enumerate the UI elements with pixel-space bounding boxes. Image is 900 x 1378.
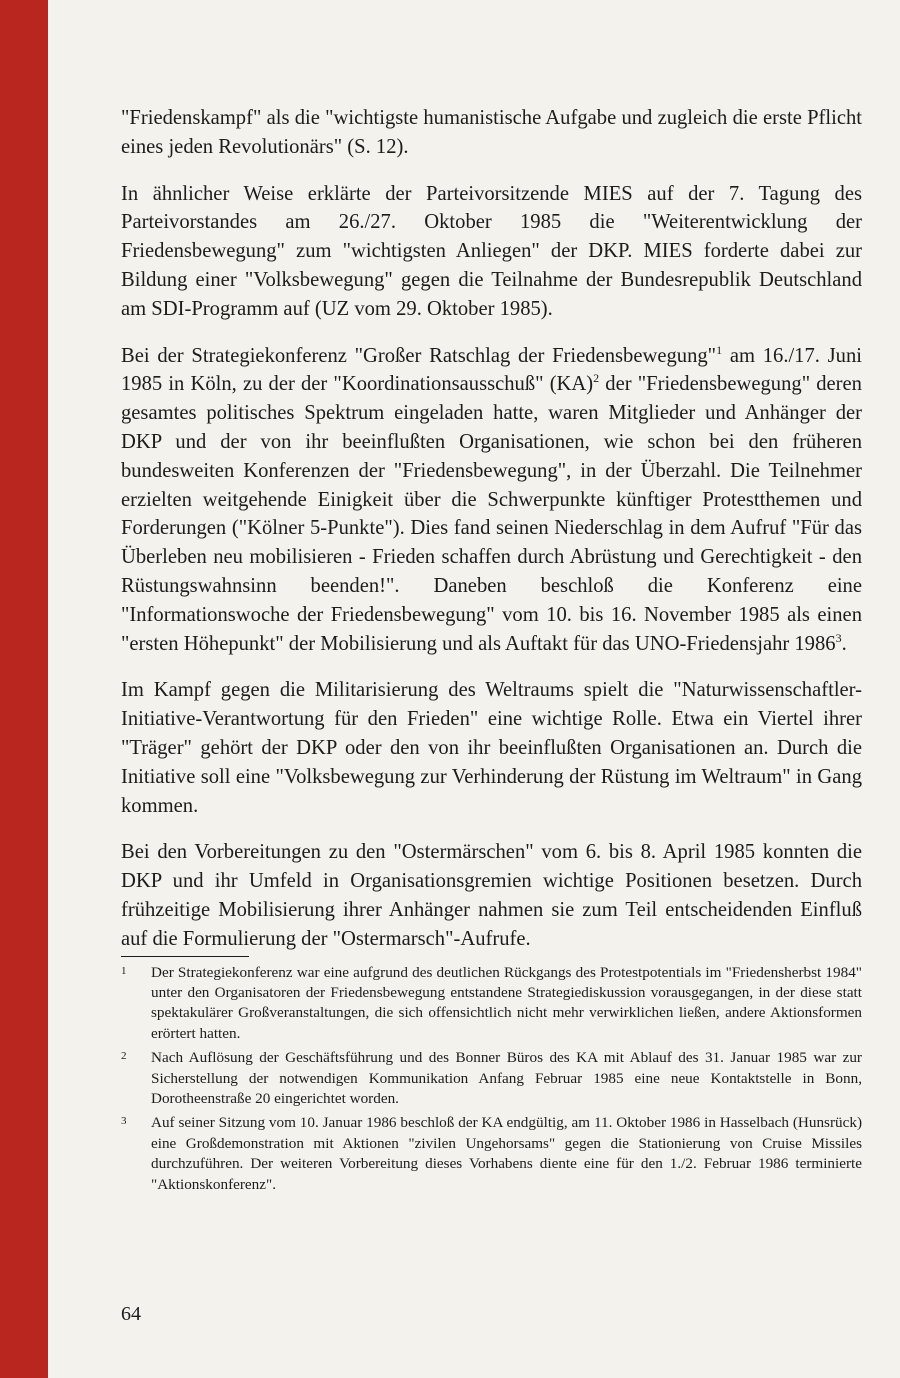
footnote-ref-2: 2 bbox=[593, 371, 600, 386]
paragraph-friedenskampf: "Friedenskampf" als die "wichtigste humanistische Aufgabe und zugleich die erste Pflicht eines jeden Revolutionärs" (S. 12). bbox=[121, 107, 862, 158]
footnote-divider bbox=[121, 956, 249, 957]
document-page bbox=[121, 104, 862, 1199]
footnote-marker: 1 bbox=[121, 964, 127, 977]
paragraph-strategiekonferenz-part-c: der "Friedensbewegung" deren gesamtes politisches Spektrum eingeladen hatte, waren Mitglieder und Anhänger der DKP und der von ihr beeinflußten Organisationen, wie schon bei den früheren bundesweiten Konferenzen der "Friedensbewegung", in der Überzahl. Die Teilnehmer erzielten weitgehende Einigkeit über die Schwerpunkte künftiger Protestthemen und Forderungen ("Kölner 5-Punkte"). Dies fand seinen Niederschlag in dem Aufruf "Für das Überleben neu mobilisieren - Frieden schaffen durch Abrüstung und Gerechtigkeit - den Rüstungswahnsinn beenden!". Daneben beschloß die Konferenz eine "Informationswoche der Friedensbewegung" vom 10. bis 16. November 1985 als einen "ersten Höhepunkt" der Mobilisierung und als Auftakt für das UNO-Friedensjahr 1986 bbox=[121, 373, 862, 655]
footnote-marker: 2 bbox=[121, 1050, 127, 1063]
red-page-edge bbox=[0, 0, 48, 1378]
paragraph-mies: In ähnlicher Weise erklärte der Parteivorsitzende MIES auf der 7. Tagung des Parteivorstandes am 26./27. Oktober 1985 die "Weiterentwicklung der Friedensbewegung" zum "wichtigsten Anliegen" der DKP. MIES forderte dabei zur Bildung einer "Volksbewegung" gegen die Teilnahme der Bundesrepublik Deutschland am SDI-Programm auf (UZ vom 29. Oktober 1985). bbox=[121, 182, 862, 320]
footnote-2 bbox=[121, 1048, 862, 1109]
paragraph-ostermaersche: Bei den Vorbereitungen zu den "Ostermärschen" vom 6. bis 8. April 1985 konnten die DKP und ihr Umfeld in Organisationsgremien wichtige Positionen besetzen. Durch frühzeitige Mobilisierung ihrer Anhänger nahmen sie zum Teil entscheidenden Einfluß auf die Formulierung der "Ostermarsch"-Aufrufe. bbox=[121, 841, 862, 950]
footnote-text: Der Strategiekonferenz war eine aufgrund des deutlichen Rückgangs des Protestpotentials im "Friedensherbst 1984" unter den Organisatoren der Friedensbewegung entstandene Strategiediskussion vorausgegangen, in der diese statt spektakulärer Großveranstaltungen, die sich offensichtlich nicht mehr verwirklichen ließen, andere Aktionsformen erörtert hatten. bbox=[151, 963, 862, 1042]
footnote-ref-1: 1 bbox=[716, 342, 723, 357]
footnote-ref-3: 3 bbox=[835, 630, 842, 645]
paragraph-weltraum: Im Kampf gegen die Militarisierung des Weltraums spielt die "Naturwissenschaftler-Initiative-Verantwortung für den Frieden" eine wichtige Rolle. Etwa ein Viertel ihrer "Träger" gehört der DKP oder den von ihr beeinflußten Organisationen an. Durch die Initiative soll eine "Volksbewegung zur Verhinderung der Rüstung im Weltraum" in Gang kommen. bbox=[121, 679, 862, 817]
footnote-marker: 3 bbox=[121, 1115, 127, 1128]
page-number: 64 bbox=[121, 1303, 141, 1325]
paragraph-strategiekonferenz bbox=[121, 342, 862, 659]
paragraph-strategiekonferenz-part-a: Bei der Strategiekonferenz "Großer Ratschlag der Friedensbewegung" bbox=[121, 344, 717, 367]
footnote-1 bbox=[121, 963, 862, 1045]
paragraph-strategiekonferenz-part-d: . bbox=[841, 632, 847, 655]
footnote-3 bbox=[121, 1113, 862, 1195]
paragraph-strategiekonferenz-part-b: am 16./17. Juni 1985 in Köln, zu der der "Koordinationsausschuß" (KA) bbox=[121, 344, 862, 396]
footnote-text: Auf seiner Sitzung vom 10. Januar 1986 beschloß der KA endgültig, am 11. Oktober 1986 in Hasselbach (Hunsrück) eine Großdemonstration mit Aktionen "zivilen Ungehorsams" gegen die Stationierung von Cruise Missiles durchzuführen. Der weiteren Vorbereitung dieses Vorhabens diente eine für den 1./2. Februar 1986 terminierte "Aktionskonferenz". bbox=[151, 1114, 862, 1193]
footnote-text: Nach Auflösung der Geschäftsführung und des Bonner Büros des KA mit Ablauf des 31. Januar 1985 war zur Sicherstellung der notwendigen Kommunikation Anfang Februar 1985 eine neue Kontaktstelle in Bonn, Dorotheenstraße 20 eingerichtet worden. bbox=[151, 1049, 862, 1107]
